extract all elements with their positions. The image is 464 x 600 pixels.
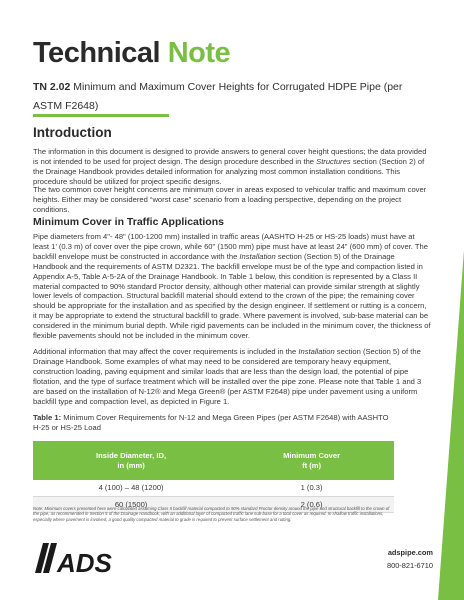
table-note: Note: Minimum covers presented here were calculated assuming Class II backfill material compacted to 90% standard Proctor density around the pipe and structural backfill to the crown of the pipe, as recommended in Section 5 of the Drainage Handbook, with an additional layer of compacted traffic lane sub-base for a total cover as required. In shallow traffic installations, especially where pavement is involved, a good quality compacted material to grade is required to prevent surface settlement and rutting. [33, 506, 390, 522]
decorative-green-stripe [438, 250, 464, 600]
intro-paragraph-1 [33, 147, 431, 187]
intro-paragraph-2: The two common cover height concerns are minimum cover in areas exposed to vehicular traffic and maximum cover heights. Either may be considered “worst case” scenario from a loading perspective, depending on the project conditions. [33, 185, 427, 214]
col1-line1: Inside Diameter, ID, [96, 450, 167, 460]
document-subtitle [33, 78, 433, 116]
tn-title: Minimum and Maximum Cover Heights for Corrugated HDPE Pipe (per ASTM F2648) [33, 81, 403, 112]
page-title [33, 37, 230, 70]
min-cover-p1-text-b: section (Section 5) of the Drainage Handbook and the requirements of ASTM D2321. The backfill envelope must be of the type and compaction listed in Appendix A-5, Table A-5-2A of the Drainage Handbook. In Table 1 below, this condition is represented by a Class II material compacted to 90% standard Proctor density, although other material can provide similar strength at slightly lower levels of compaction. Structural backfill material should extend to the crown of the pipe; the remaining cover should be appropriate for the installation and as specified by the design engineer. If settlement or rutting is a concern, it may be appropriate to extend the structural backfill to grade. Where pavement is involved, sub-base material can be considered in the minimum burial depth. While rigid pavements can be included in the minimum cover, the thickness of flexible pavements should not be included in the minimum cover. [33, 251, 431, 341]
phone-number: 800-821-6710 [386, 561, 433, 570]
table-cell-cover: 2 (0.6) [229, 496, 394, 512]
table-caption [33, 413, 393, 433]
min-cover-paragraph-1 [33, 232, 431, 341]
min-cover-p2-text-a: Additional information that may affect the cover requirements is included in the [33, 347, 299, 356]
introduction-heading: Introduction [33, 125, 112, 140]
column-header-diameter [33, 441, 229, 480]
table-caption-text: Minimum Cover Requirements for N-12 and Mega Green Pipes (per ASTM F2648) with AASHTO H-25 or HS-25 Load [33, 413, 389, 432]
website-link[interactable]: adspipe.com [387, 548, 433, 557]
col2-line2: ft (m) [302, 460, 322, 470]
min-cover-p2-text-b: section (Section 5) of the Drainage Handbook. Some examples of what may need to be considered are temporary heavy equipment, construction loading, paving equipment and similar loads that are less than the design load, the potential of pipe flotation, and the type of surface treatment which will be installed over the pipe zone. Please note that Table 1 and 3 are based on the installation of N-12® and Mega Green® (per ASTM F2648) pipe under pavement using a uniform backfill type and compaction level, as depicted in Figure 1. [33, 347, 422, 406]
min-cover-p2-italic: Installation [298, 347, 335, 356]
min-cover-paragraph-2 [33, 347, 431, 406]
min-cover-heading: Minimum Cover in Traffic Applications [33, 216, 224, 228]
column-header-min-cover [229, 441, 394, 480]
min-cover-p1-italic: Installation [239, 251, 276, 261]
table-cell-diameter: 60 (1500) [33, 496, 229, 512]
table-cell-diameter: 4 (100) – 48 (1200) [33, 480, 229, 496]
table-row [33, 480, 394, 496]
intro-p1-text-a: The information in this document is designed to provide answers to general cover height questions; the data provided is not intended to be used for project design. The design procedure described in the [33, 147, 427, 166]
col2-line1: Minimum Cover [283, 450, 341, 460]
table-cell-cover: 1 (0.3) [229, 480, 394, 496]
tn-number: TN 2.02 [33, 81, 71, 93]
logo-text: ADS [57, 548, 112, 578]
table-caption-label: Table 1: [33, 413, 62, 422]
green-divider [33, 114, 169, 117]
contact-info [387, 546, 433, 572]
intro-p1-text-b: section (Section 2) of the Drainage Handbook provides detailed information for analyzing most common installation conditions. This procedure should be utilized for project specific designs. [33, 156, 425, 186]
min-cover-table [33, 441, 394, 513]
ads-logo [33, 541, 112, 578]
title-part-technical: Technical [33, 37, 161, 69]
col1-line2: in (mm) [117, 460, 145, 470]
title-part-note: Note [167, 37, 231, 69]
intro-p1-italic: Structures [316, 156, 351, 166]
table-header-row [33, 441, 394, 480]
min-cover-p1-text-a: Pipe diameters from 4"- 48" (100-1200 mm) installed in traffic areas (AASHTO H-25 or HS-25 loads) must have at least 1’ (0.3 m) of cover over the pipe crown, while 60" (1500 mm) pipe must have at least 24" (600 mm) of cover. The backfill envelope must be constructed in accordance with the [33, 232, 428, 261]
